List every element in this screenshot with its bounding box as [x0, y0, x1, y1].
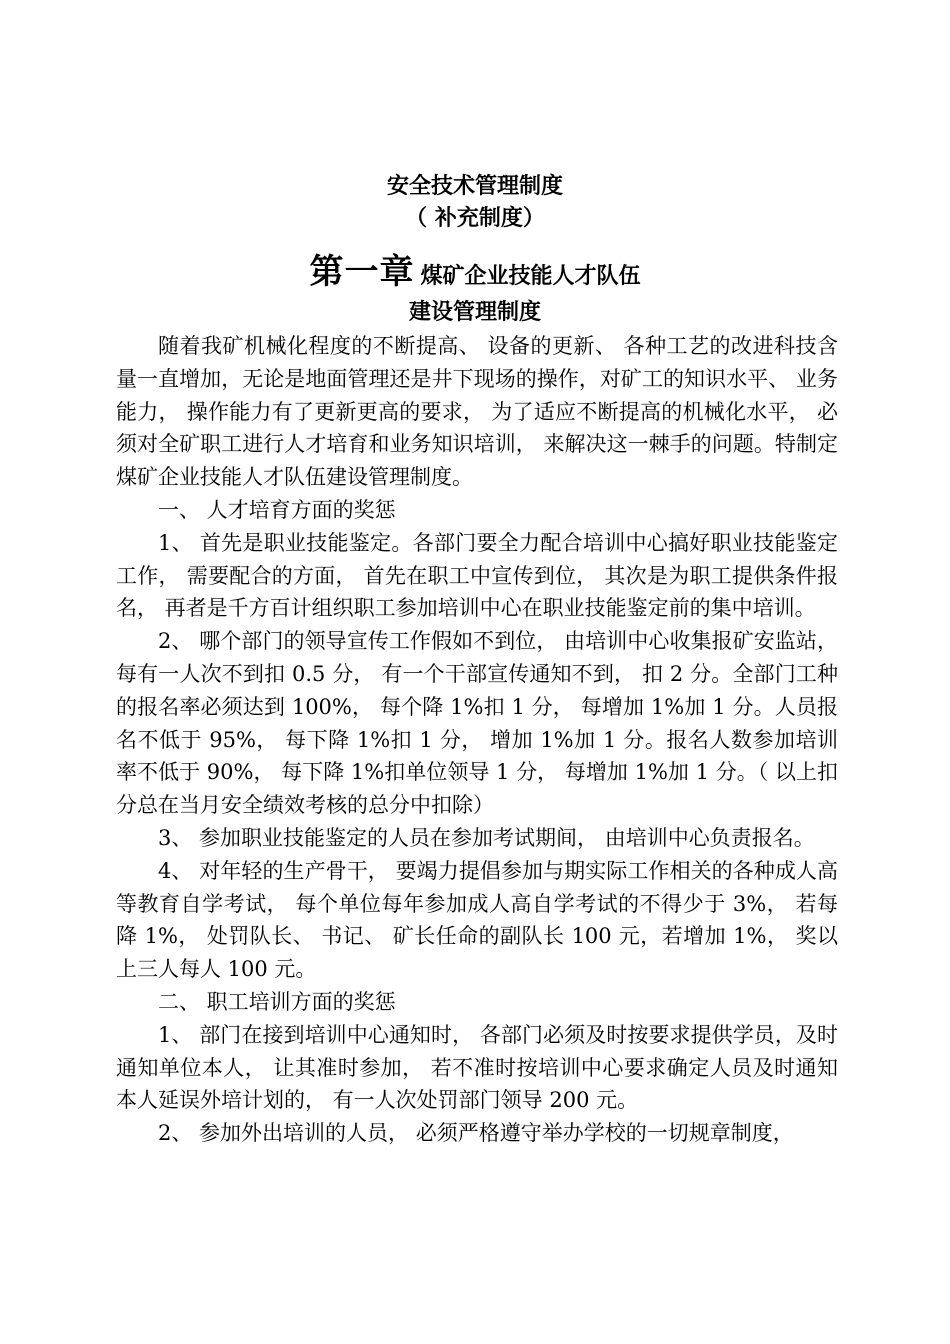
document-title: 安全技术管理制度	[386, 174, 563, 199]
paragraph: 3、 参加职业技能鉴定的人员在参加考试期间， 由培训中心负责报名。	[158, 825, 815, 850]
chapter-title-line-2: 建设管理制度	[408, 300, 541, 325]
chapter-number: 第一章	[309, 252, 415, 292]
paragraph: 4、 对年轻的生产骨干， 要竭力提倡参加与期实际工作相关的各种成人高等教育自学考试， 每个单位每年参加成人高自学考试的不得少于 3%， 若每降 1%， 处罚队长、 书记、 矿长任命的副队长 100 元，若增加 1%， 奖以上三人每人 100 元。	[116, 858, 838, 982]
paragraph: 1、 首先是职业技能鉴定。各部门要全力配合培训中心搞好职业技能鉴定工作， 需要配合的方面， 首先在职工中宣传到位， 其次是为职工提供条件报名， 再者是千方百计组织职工参加培训中心在职业技能鉴定前的集中培训。	[116, 530, 838, 621]
paragraph: 2、 参加外出培训的人员， 必须严格遵守举办学校的一切规章制度，	[158, 1121, 794, 1146]
document-body	[116, 330, 838, 1150]
chapter-title: 煤矿企业技能人才队伍	[420, 264, 641, 289]
paragraph: 2、 哪个部门的领导宣传工作假如不到位， 由培训中心收集报矿安监站， 每有一人次不到扣 0.5 分， 有一个干部宣传通知不到， 扣 2 分。全部门工种的报名率必须达到 100%， 每个降 1%扣 1 分， 每增加 1%加 1 分。人员报名不低于 95%， 每下降 1%扣 1 分， 增加 1%加 1 分。报名人数参加培训率不低于 90%， 每下降 1%扣单位领导 1 分， 每增加 1%加 1 分。（ 以上扣分总在当月安全绩效考核的总分中扣除）	[116, 629, 838, 818]
section-heading: 二、 职工培训方面的奖惩	[158, 989, 396, 1014]
section-heading: 一、 人才培育方面的奖惩	[158, 497, 396, 522]
paragraph: 1、 部门在接到培训中心通知时， 各部门必须及时按要求提供学员，及时通知单位本人， 让其准时参加， 若不准时按培训中心要求确定人员及时通知本人延误外培计划的， 有一人次处罚部门领导 200 元。	[116, 1022, 838, 1113]
document-subtitle: （ 补充制度）	[405, 206, 545, 231]
chapter-heading	[0, 244, 950, 293]
intro-paragraph: 随着我矿机械化程度的不断提高、 设备的更新、 各种工艺的改进科技含量一直增加，无论是地面管理还是井下现场的操作，对矿工的知识水平、 业务能力， 操作能力有了更新更高的要求， 为了适应不断提高的机械化水平， 必须对全矿职工进行人才培育和业务知识培训， 来解决这一棘手的问题。特制定煤矿企业技能人才队伍建设管理制度。	[116, 334, 838, 490]
